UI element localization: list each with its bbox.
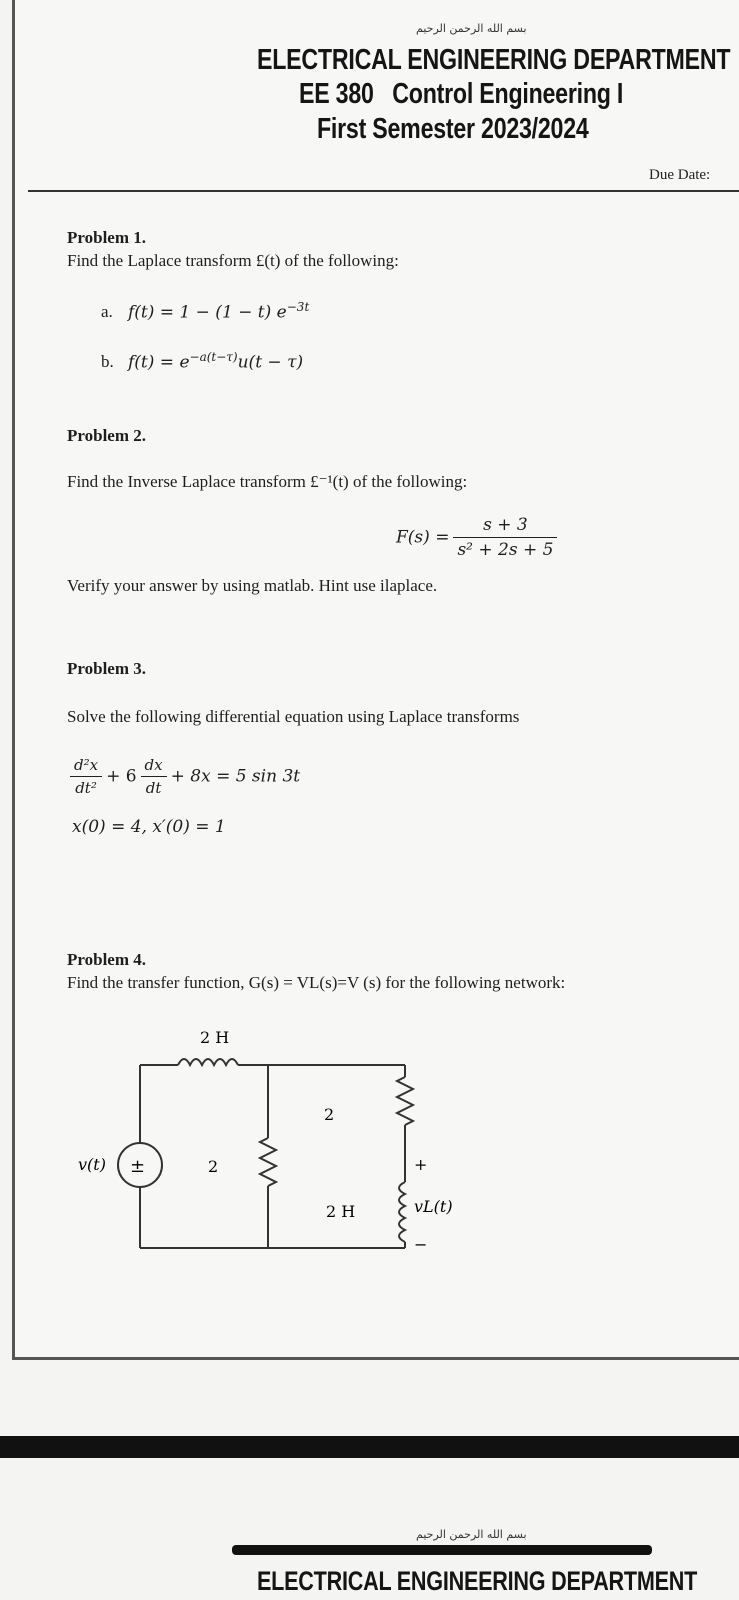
problem-3-text: Solve the following differential equation using Laplace transforms — [67, 707, 520, 726]
inductor-right-label: 2 H — [326, 1202, 356, 1221]
next-page-department-heading: ELECTRICAL ENGINEERING DEPARTMENT — [257, 1566, 698, 1596]
course-heading: EE 380 Control Engineering I — [299, 78, 624, 110]
problem-1a-expression: f(t) = 1 − (1 − t) $e^{-3t}$ — [128, 300, 310, 323]
problem-1a-label: a. — [101, 302, 113, 321]
page-separator-bar — [0, 1436, 739, 1458]
output-label: vL(t) — [414, 1197, 453, 1216]
resistor-right-label: 2 — [324, 1105, 335, 1124]
problem-2-verify: Verify your answer by using matlab. Hint use ilaplace. — [67, 576, 438, 595]
semester-heading: First Semester 2023/2024 — [317, 113, 589, 145]
problem-4-title: Problem 4. — [67, 950, 147, 969]
problem-4-text: Find the transfer function, G(s) = VL(s)=V (s) for the following network: — [67, 973, 566, 992]
circuit-diagram — [0, 1010, 739, 1270]
problem-1-text: Find the Laplace transform £(t) of the following: — [67, 251, 399, 270]
problem-3-equation: $\frac{\text{d²x}}{\text{dt²}}$ + 6 $\frac{dx}{dt}$ + 8x = 5 sin 3t — [70, 756, 300, 797]
problem-2-title: Problem 2. — [67, 426, 147, 445]
due-date-label: Due Date: — [649, 167, 711, 183]
department-heading: ELECTRICAL ENGINEERING DEPARTMENT — [257, 44, 731, 76]
basmala: بسم الله الرحمن الرحيم — [416, 22, 527, 35]
problem-1b-label: b. — [101, 352, 114, 371]
problem-3-title: Problem 3. — [67, 659, 147, 678]
source-sign: ± — [130, 1156, 146, 1177]
resistor-mid-label: 2 — [208, 1157, 219, 1176]
inductor-top-label: 2 H — [200, 1028, 230, 1047]
output-plus: + — [414, 1155, 428, 1174]
problem-3-initial-conditions: x(0) = 4, x′(0) = 1 — [72, 817, 226, 837]
problem-2-equation: F(s) = $\frac{s + 3}{\text{s² + 2s + 5}}$ — [396, 515, 557, 560]
header-divider — [28, 190, 739, 192]
next-page-strip — [232, 1545, 652, 1555]
problem-2-text: Find the Inverse Laplace transform £⁻¹(t) of the following: — [67, 472, 468, 491]
problem-1-title: Problem 1. — [67, 228, 147, 247]
source-label: v(t) — [78, 1155, 106, 1174]
output-minus: − — [414, 1235, 428, 1254]
problem-1b-expression: $f(t) = e^{-a(t-\tau)}u(t - \tau)$ — [128, 350, 304, 373]
next-page-basmala: بسم الله الرحمن الرحيم — [416, 1528, 527, 1541]
